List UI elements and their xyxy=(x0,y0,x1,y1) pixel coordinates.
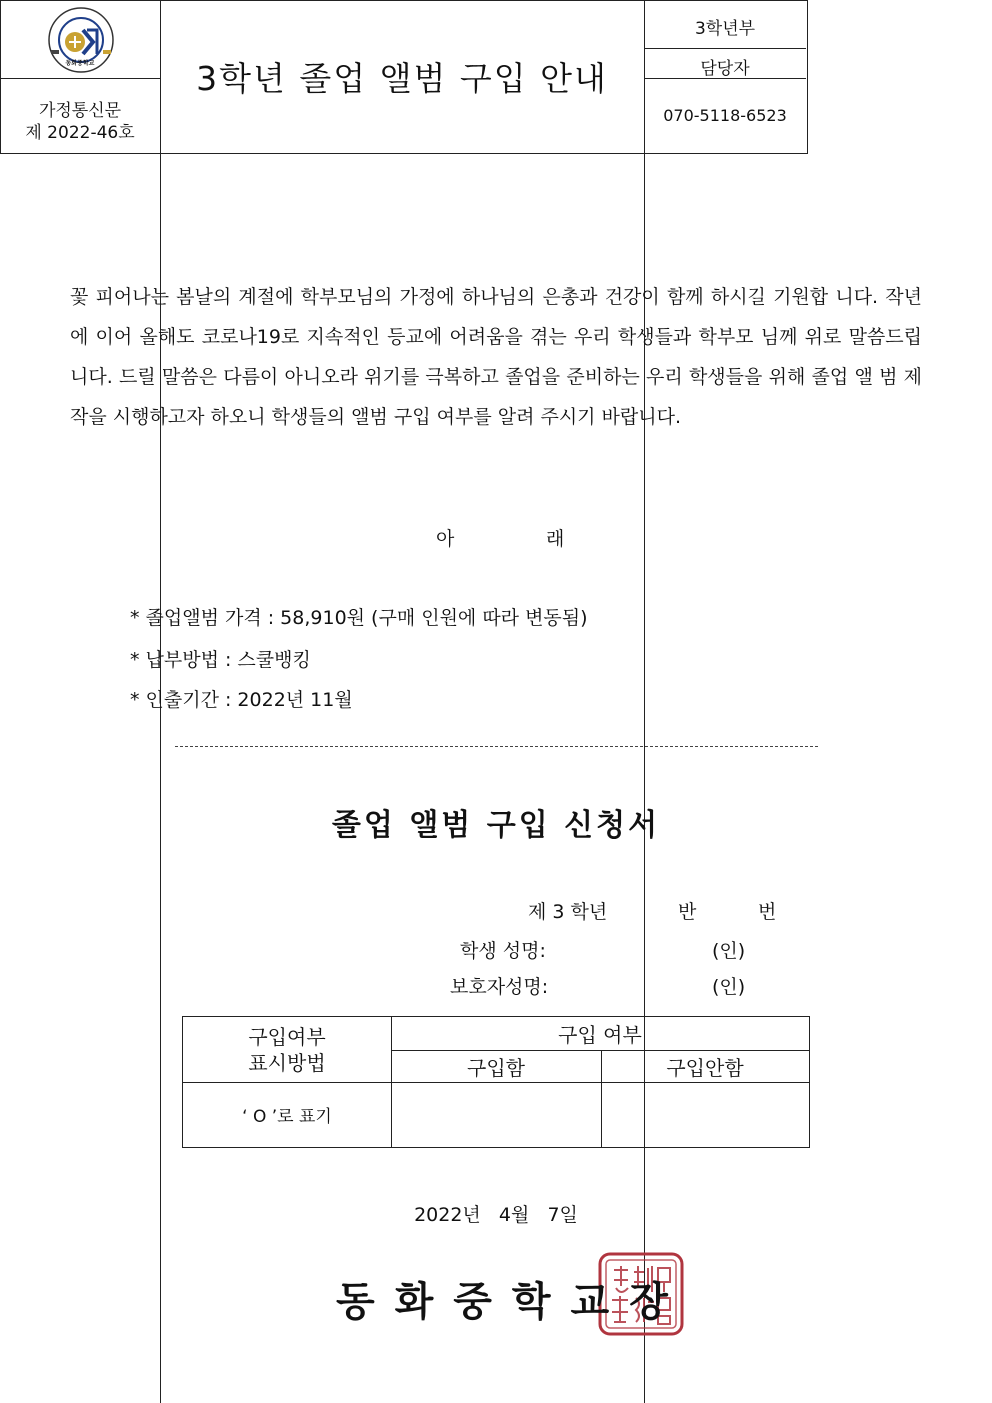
guardian-name-label: 보호자성명: xyxy=(450,976,549,998)
paragraph-line: 꽃 피어나는 봄날의 계절에 학부모님의 가정에 하나님의 은총과 건강이 함께 하시길 기원합 xyxy=(70,286,829,308)
row-header xyxy=(183,1017,391,1082)
below-heading-right: 래 xyxy=(546,528,565,550)
student-seal-mark: (인) xyxy=(712,940,746,962)
paragraph-line: 드릴 말씀은 다름이 아니오라 위기를 극복하고 졸업을 준비하는 우리 학생들을 위해 졸업 앨 xyxy=(118,366,873,388)
row-header-line1: 구입여부 xyxy=(248,1024,326,1049)
bullet-price: * 졸업앨범 가격 : 58,910원 (구매 인원에 따라 변동됨) xyxy=(130,607,588,629)
grade-label: 제 3 학년 xyxy=(528,901,608,923)
not-buy-checkbox-cell[interactable] xyxy=(601,1082,809,1147)
contact-label: 담당자 xyxy=(700,59,750,79)
guardian-seal-mark: (인) xyxy=(712,976,746,998)
row-header-line2: 표시방법 xyxy=(248,1050,326,1075)
newsletter-label: 가정통신문 xyxy=(38,101,122,121)
column-buy-header: 구입함 xyxy=(467,1055,525,1080)
bullet-payment: * 납부방법 : 스쿨뱅킹 xyxy=(130,649,311,671)
logo-bottom-text: 동화중학교 xyxy=(65,60,95,67)
document-date: 2022년 4월 7일 xyxy=(414,1204,578,1226)
student-name-label: 학생 성명: xyxy=(460,940,546,962)
contact-phone: 070-5118-6523 xyxy=(663,106,787,125)
form-title: 졸업 앨범 구입 신청서 xyxy=(331,808,661,843)
group-header: 구입 여부 xyxy=(558,1023,642,1047)
mark-instruction: ‘ O ’로 표기 xyxy=(242,1107,332,1127)
class-label: 반 xyxy=(678,901,697,923)
below-heading-left: 아 xyxy=(436,528,455,550)
newsletter-number: 제 2022-46호 xyxy=(25,123,135,143)
paragraph-line: 니다. 작년에 이어 올해도 코로나19로 지속적인 등교에 어려움을 겪는 우리 학생들과 학부모 xyxy=(70,286,922,348)
header-box xyxy=(0,0,808,154)
paragraph-line: 범 제작을 시행하고자 하오니 학생들의 앨범 구입 여부를 알려 주시기 바랍니다. xyxy=(70,366,922,428)
department-label: 3학년부 xyxy=(694,19,756,39)
purchase-table xyxy=(182,1016,810,1148)
cut-line xyxy=(175,746,818,747)
bullet-withdrawal: * 인출기간 : 2022년 11월 xyxy=(130,689,353,711)
buy-checkbox-cell[interactable] xyxy=(391,1082,601,1147)
school-principal-signature: 동화중학교장 xyxy=(336,1278,688,1325)
number-label: 번 xyxy=(758,901,777,923)
column-not-buy-header: 구입안함 xyxy=(666,1055,744,1080)
document-title: 3학년 졸업 앨범 구입 안내 xyxy=(196,58,608,98)
paragraph-line: 님께 위로 말씀드립니다. xyxy=(70,326,922,388)
intro-paragraph xyxy=(70,277,922,437)
